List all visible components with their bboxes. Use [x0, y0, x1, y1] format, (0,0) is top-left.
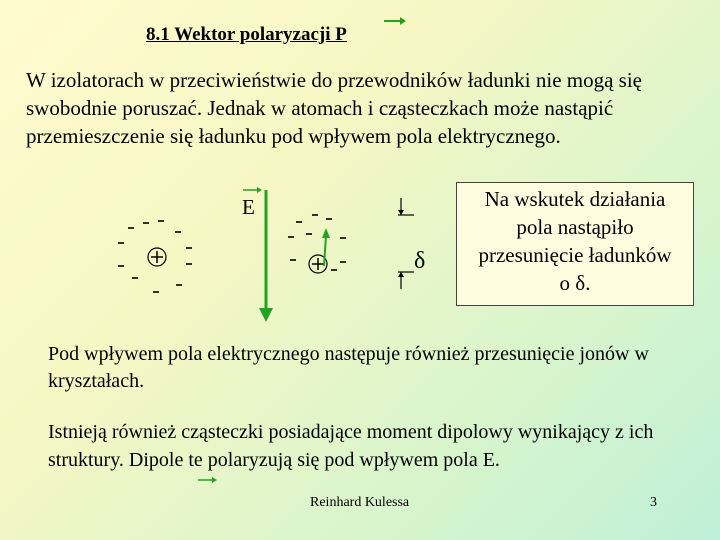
- box-line: o δ.: [559, 271, 591, 295]
- slide-title: 8.1 Wektor polaryzacji P: [146, 24, 347, 45]
- ions-paragraph: Pod wpływem pola elektrycznego następuje również przesunięcie jonów w kryształach.: [48, 343, 649, 392]
- field-label: E: [242, 195, 255, 219]
- delta-label: δ: [414, 248, 426, 274]
- dipoles-paragraph: Istnieją również cząsteczki posiadające moment dipolowy wynikający z ich struktury. Dipole te polaryzują się pod wpływem pola E.: [48, 421, 654, 471]
- atom-unpolarized: [118, 221, 192, 292]
- vector-arrow-icon: [384, 17, 406, 25]
- box-line: pola nastąpiło: [516, 215, 634, 239]
- delta-marker: [398, 198, 414, 289]
- box-line: przesunięcie ładunków: [478, 243, 672, 267]
- atom-polarized: [288, 215, 346, 273]
- box-line: Na wskutek działania: [484, 187, 666, 211]
- page-number: 3: [650, 495, 657, 510]
- footer-author: Reinhard Kulessa: [310, 495, 410, 510]
- intro-paragraph: W izolatorach w przeciwieństwie do przewodników ładunki nie mogą się swobodnie poruszać. Jednak w atomach i cząsteczkach może nastąpić przemieszczenie się ładunku pod wpływem pola elektrycznego.: [26, 68, 643, 148]
- explanation-box: [456, 182, 694, 306]
- vector-arrow-icon: [198, 477, 217, 483]
